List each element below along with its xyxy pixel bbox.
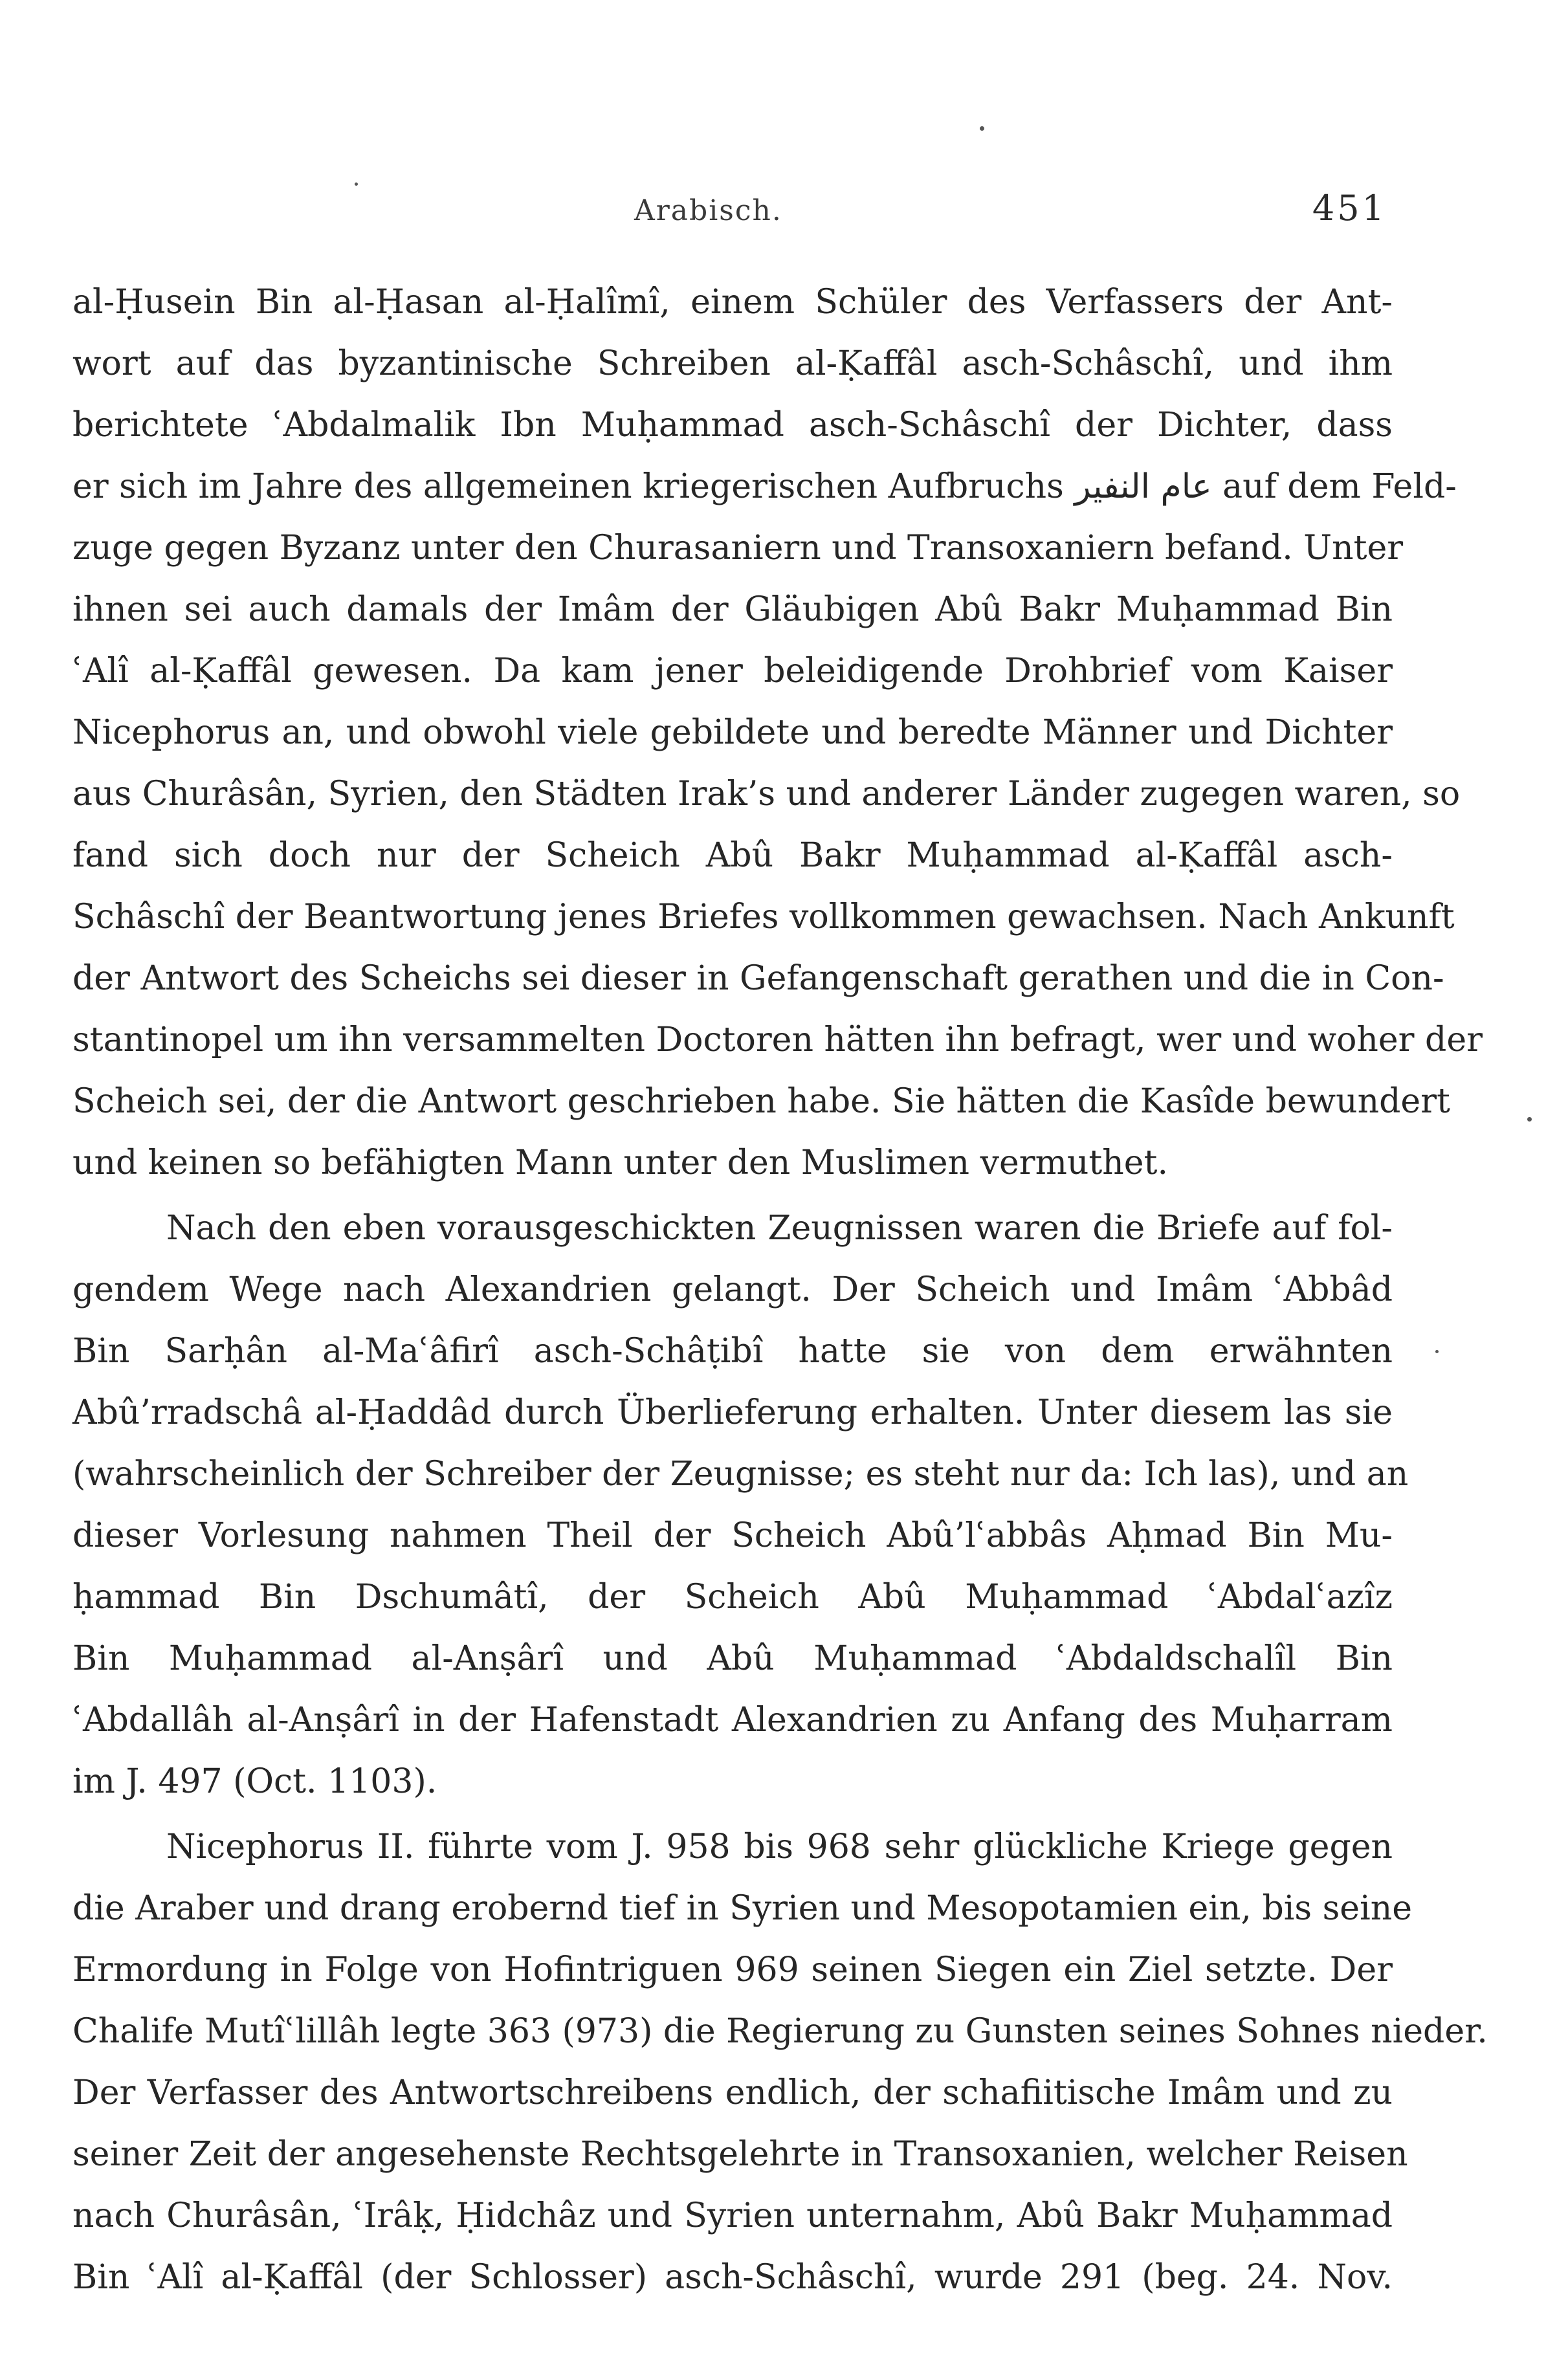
text-line: ʿAlî al-Ḳaffâl gewesen. Da kam jener beleidigende Drohbrief vom Kaiser — [72, 652, 1393, 691]
speck-mark — [1435, 1350, 1439, 1353]
text-line: Schâschî der Beantwortung jenes Briefes vollkommen gewachsen. Nach Ankunft — [72, 898, 1455, 936]
text-line: Bin Sarḥân al-Maʿâfirî asch-Schâṭibî hatte sie von dem erwähnten — [72, 1332, 1393, 1371]
text-line: Nicephorus II. führte vom J. 958 bis 968 sehr glückliche Kriege gegen — [166, 1828, 1393, 1866]
text-line: Scheich sei, der die Antwort geschrieben habe. Sie hätten die Kasîde bewundert — [72, 1082, 1450, 1121]
text-line: ihnen sei auch damals der Imâm der Gläubigen Abû Bakr Muḥammad Bin — [72, 590, 1393, 629]
text-line: Nicephorus an, und obwohl viele gebildete und beredte Männer und Dichter — [72, 713, 1393, 752]
page-number: 451 — [1312, 188, 1387, 228]
text-line: zuge gegen Byzanz unter den Churasaniern und Transoxaniern befand. Unter — [72, 529, 1404, 568]
body-text — [72, 272, 1488, 2308]
text-line: er sich im Jahre des allgemeinen kriegerischen Aufbruchs عام النفير auf dem Feld- — [72, 467, 1457, 506]
text-line: wort auf das byzantinische Schreiben al-Ḳaffâl asch-Schâschî, und ihm — [72, 344, 1393, 383]
paragraph-1 — [72, 272, 1483, 1194]
text-line: und keinen so befähigten Mann unter den Muslimen vermuthet. — [72, 1144, 1168, 1182]
paragraph-2 — [72, 1198, 1409, 1813]
text-line: Nach den eben vorausgeschickten Zeugnissen waren die Briefe auf fol- — [166, 1209, 1393, 1248]
running-title: Arabisch. — [634, 194, 782, 227]
text-line: fand sich doch nur der Scheich Abû Bakr Muḥammad al-Ḳaffâl asch- — [72, 836, 1393, 875]
text-line: Abû’rradschâ al-Ḥaddâd durch Überlieferung erhalten. Unter diesem las sie — [72, 1393, 1393, 1432]
text-line: berichtete ʿAbdalmalik Ibn Muḥammad asch-Schâschî der Dichter, dass — [72, 406, 1393, 445]
text-line: Der Verfasser des Antwortschreibens endlich, der schafiitische Imâm und zu — [72, 2073, 1393, 2112]
speck-mark — [1527, 1117, 1532, 1122]
text-line: dieser Vorlesung nahmen Theil der Scheich Abû’lʿabbâs Aḥmad Bin Mu- — [72, 1516, 1393, 1555]
text-line: ʿAbdallâh al-Anṣârî in der Hafenstadt Alexandrien zu Anfang des Muḥarram — [72, 1701, 1393, 1740]
text-line: gendem Wege nach Alexandrien gelangt. Der Scheich und Imâm ʿAbbâd — [72, 1270, 1393, 1309]
text-line: ḥammad Bin Dschumâtî, der Scheich Abû Muḥammad ʿAbdalʿazîz — [72, 1578, 1393, 1617]
paragraph-3 — [72, 1817, 1488, 2308]
speck-mark — [980, 126, 984, 131]
text-line: Chalife Mutîʿlillâh legte 363 (973) die Regierung zu Gunsten seines Sohnes nieder. — [72, 2012, 1488, 2051]
text-line: stantinopel um ihn versammelten Doctoren hätten ihn befragt, wer und woher der — [72, 1021, 1483, 1059]
text-line: nach Churâsân, ʿIrâḳ, Ḥidchâz und Syrien unternahm, Abû Bakr Muḥammad — [72, 2196, 1393, 2235]
text-line: Bin ʿAlî al-Ḳaffâl (der Schlosser) asch-Schâschî, wurde 291 (beg. 24. Nov. — [72, 2258, 1393, 2297]
text-line: (wahrscheinlich der Schreiber der Zeugnisse; es steht nur da: Ich las), und an — [72, 1455, 1409, 1494]
speck-mark — [355, 182, 358, 186]
text-line: aus Churâsân, Syrien, den Städten Irak’s und anderer Länder zugegen waren, so — [72, 775, 1461, 813]
text-line: al-Ḥusein Bin al-Ḥasan al-Ḥalîmî, einem Schüler des Verfassers der Ant- — [72, 283, 1393, 322]
text-line: der Antwort des Scheichs sei dieser in Gefangenschaft gerathen und die in Con- — [72, 959, 1444, 998]
text-line: Bin Muḥammad al-Anṣârî und Abû Muḥammad ʿAbdaldschalîl Bin — [72, 1639, 1393, 1678]
text-line: die Araber und drang erobernd tief in Syrien und Mesopotamien ein, bis seine — [72, 1889, 1412, 1928]
text-line: im J. 497 (Oct. 1103). — [72, 1762, 437, 1801]
text-line: Ermordung in Folge von Hofintriguen 969 seinen Siegen ein Ziel setzte. Der — [72, 1951, 1393, 1989]
text-line: seiner Zeit der angesehenste Rechtsgelehrte in Transoxanien, welcher Reisen — [72, 2135, 1408, 2174]
